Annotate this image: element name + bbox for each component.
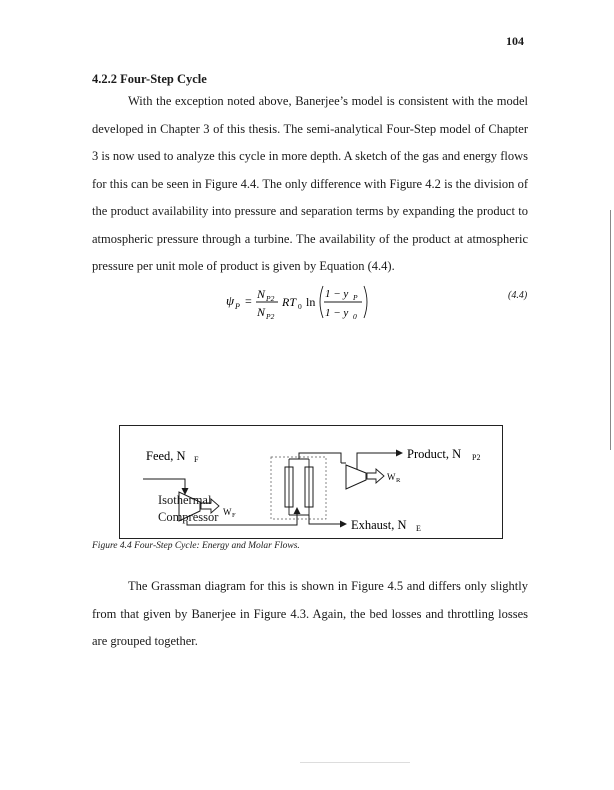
product-label: Product, N <box>407 447 462 461</box>
eq-inner-num-sub: P <box>353 293 358 302</box>
eq-den: N <box>257 305 266 319</box>
eq-psi-sub: P <box>235 302 240 311</box>
compressor-label-line2: Compressor <box>158 510 219 524</box>
paragraph-grassman: The Grassman diagram for this is shown in Figure 4.5 and differs only slightly from that given by Banerjee in Figure 4.3. Again, the bed losses and throttling losses are grouped together. <box>92 579 528 648</box>
compressor-label-line1: Isothermal <box>158 493 212 507</box>
product-outlet-line <box>357 453 402 469</box>
wr-label: W <box>387 472 396 482</box>
product-line <box>299 453 341 463</box>
wf-label-sub: F <box>232 512 236 519</box>
eq-den-sub: P2 <box>266 312 275 321</box>
wf-label: W <box>223 507 232 517</box>
exhaust-label-sub: E <box>416 524 421 533</box>
scan-artifact-line <box>300 762 410 763</box>
eq-inner-num: 1 − y <box>325 288 349 300</box>
compressor-label <box>158 492 218 526</box>
turbine-shape <box>346 465 366 489</box>
eq-ln: ln <box>306 295 316 309</box>
paragraph-intro: With the exception noted above, Banerjee’s model is consistent with the model developed in Chapter 3 of this thesis. The semi-analytical Four-Step model of Chapter 3 is now used to analyze this cycle in more depth. A sketch of the gas and energy flows for this can be seen in Figure 4.4. The only difference with Figure 4.2 is the division of the product availability into pressure and separation terms by expanding the product to atmospheric pressure through a turbine. The availability of the product at atmospheric pressure per unit mole of product is given by Equation (4.4). <box>92 94 528 273</box>
feed-label: Feed, N <box>146 449 186 463</box>
section-heading: 4.2.2 Four-Step Cycle <box>92 72 207 86</box>
exhaust-label: Exhaust, N <box>351 518 407 532</box>
eq-rt-sub: 0 <box>298 302 302 311</box>
wr-label-sub: R <box>396 477 401 484</box>
eq-num-sub: P2 <box>266 294 275 303</box>
svg-text:=: = <box>245 294 252 308</box>
eq-rt: RT <box>282 295 297 309</box>
equation-4-4 <box>226 276 386 326</box>
page-number: 104 <box>506 34 524 48</box>
feed-label-sub: F <box>194 455 199 464</box>
eq-num: N <box>257 287 266 301</box>
page-edge-line <box>610 210 611 450</box>
wr-work-arrow <box>367 469 384 483</box>
product-label-sub: P2 <box>472 453 481 462</box>
bed-enclosure <box>271 457 326 519</box>
figure-caption: Figure 4.4 Four-Step Cycle: Energy and Molar Flows. <box>92 541 300 551</box>
equation-number: (4.4) <box>508 290 528 301</box>
eq-inner-den: 1 − y <box>325 307 349 319</box>
eq-psi: ψ <box>226 293 235 308</box>
exhaust-line <box>309 515 346 524</box>
eq-inner-den-sub: 0 <box>353 312 357 321</box>
